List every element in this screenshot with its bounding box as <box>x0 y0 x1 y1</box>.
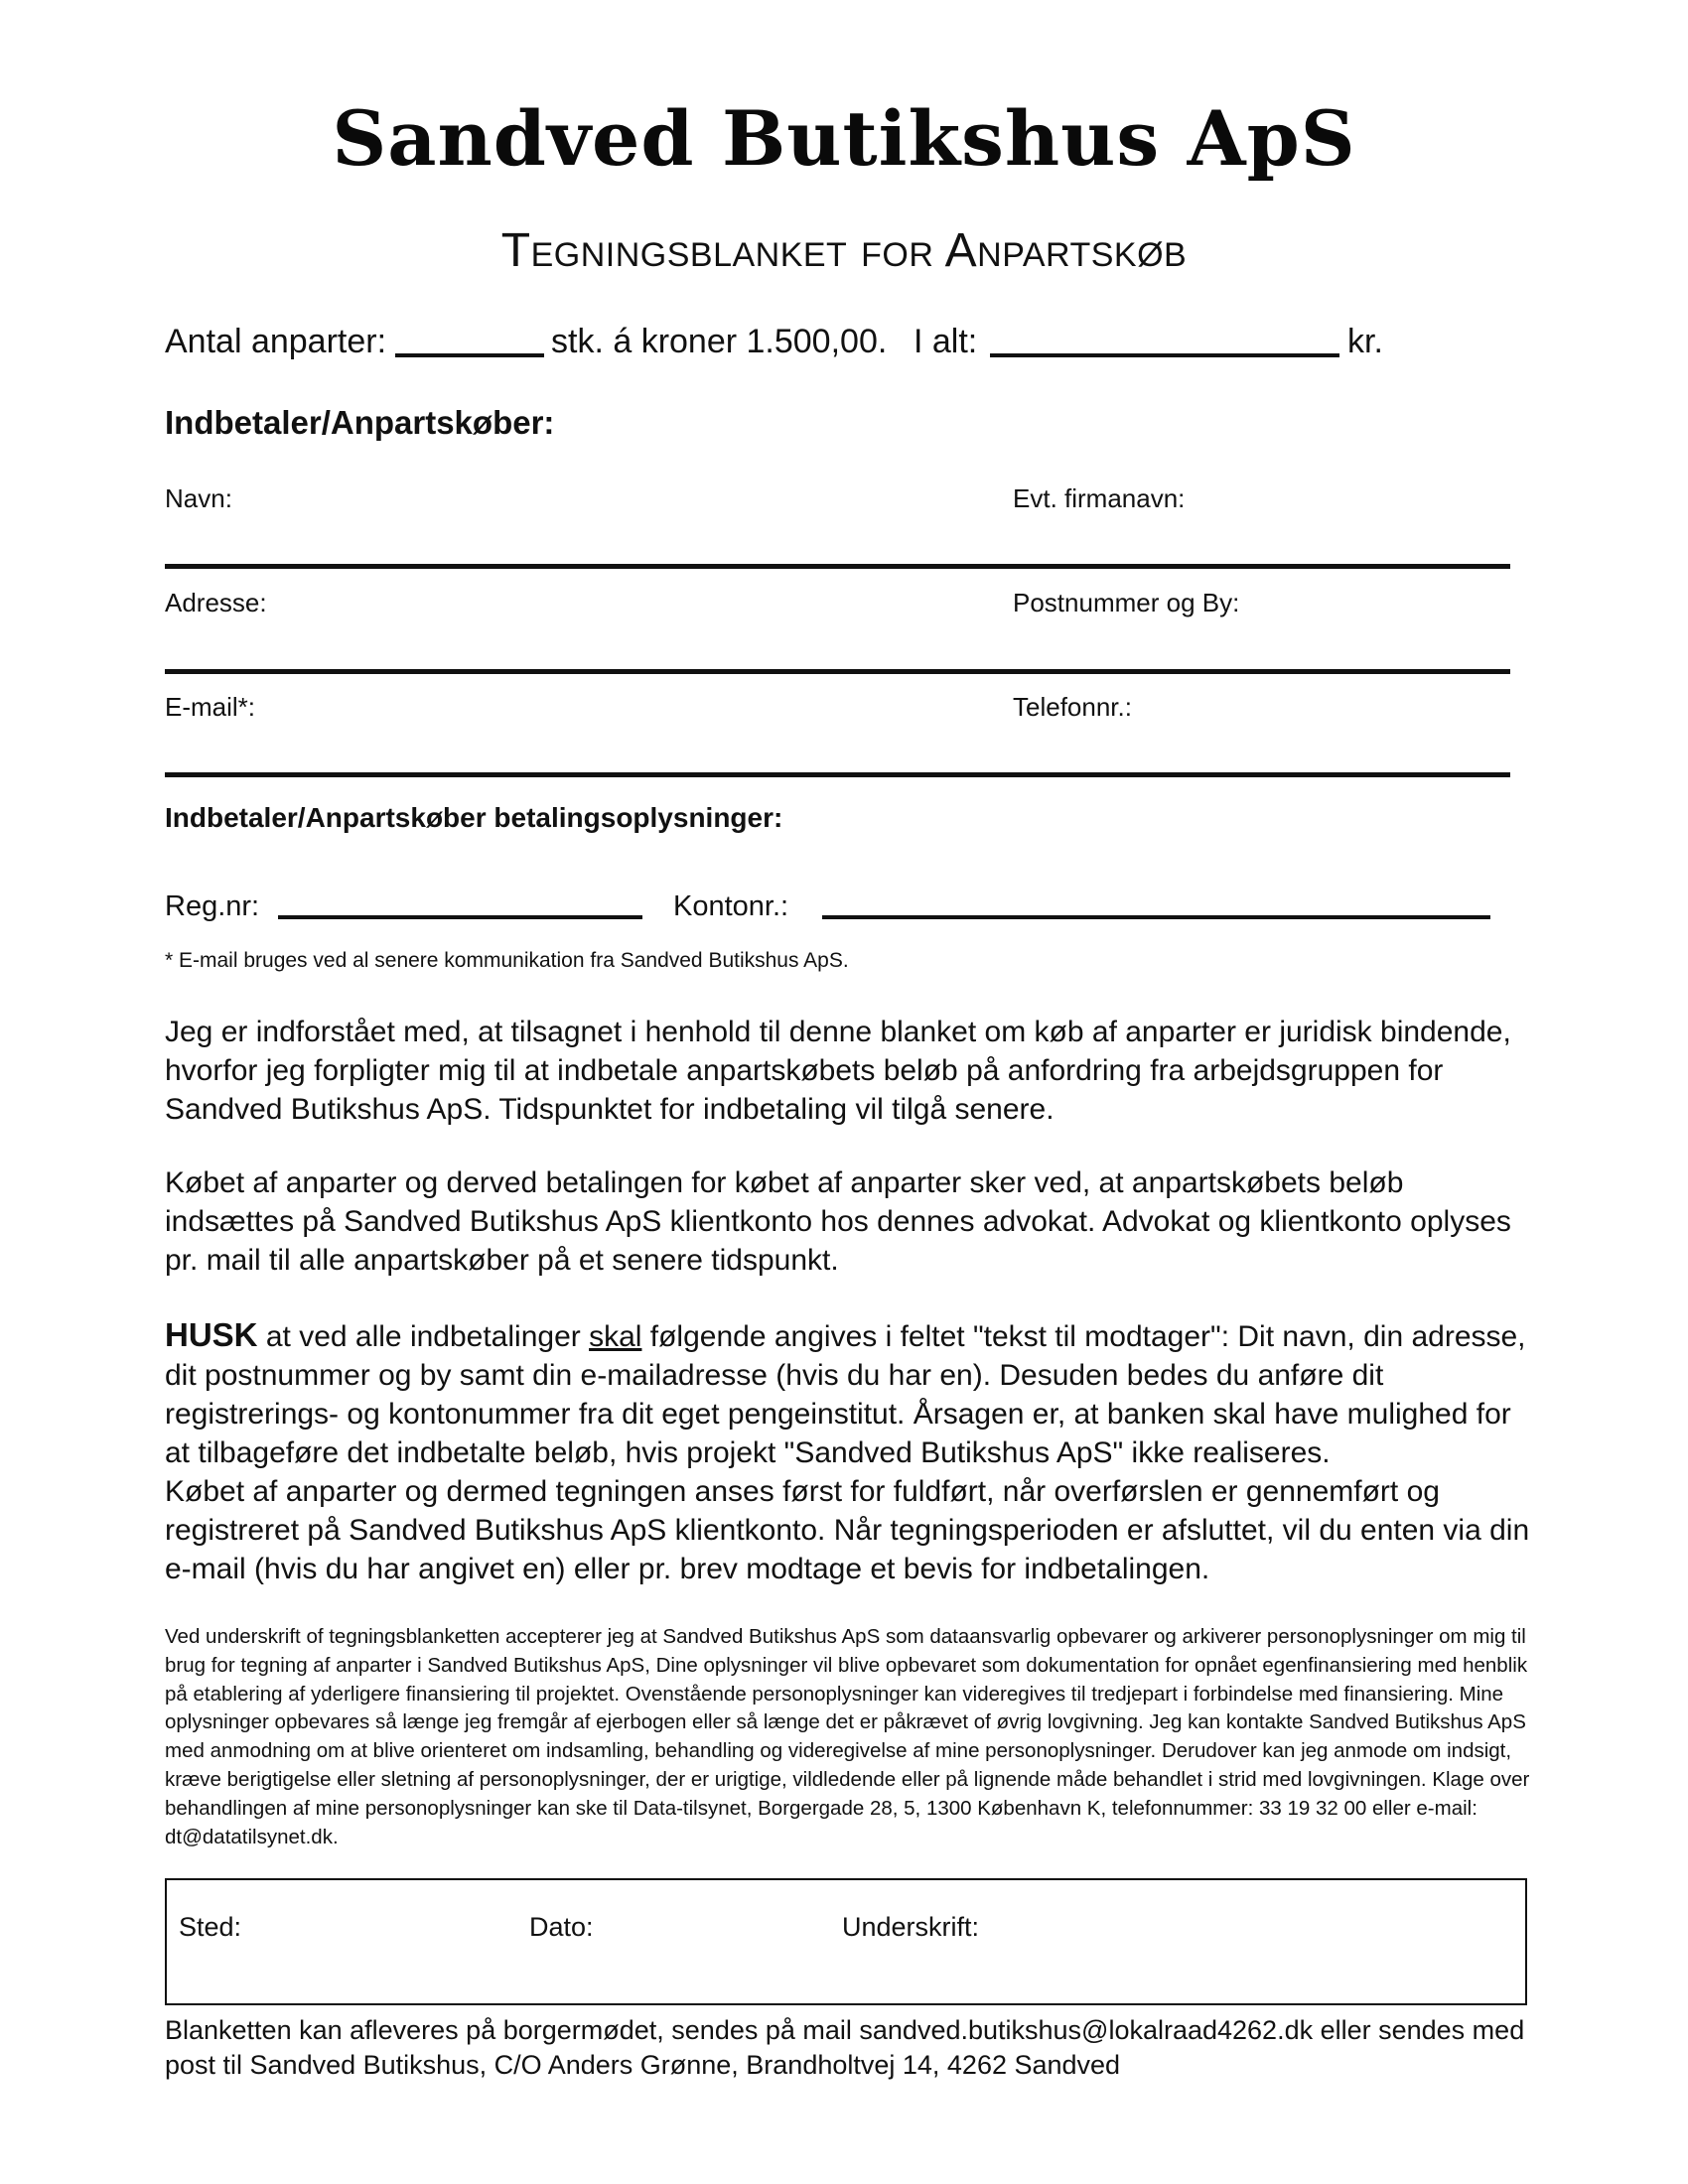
remember-text-a: at ved alle indbetalinger <box>257 1320 590 1353</box>
buyer-heading: Indbetaler/Anpartskøber: <box>165 404 555 441</box>
address-field[interactable] <box>165 669 1510 674</box>
price-text: stk. á kroner 1.500,00. <box>551 323 888 360</box>
currency-label: kr. <box>1347 323 1383 360</box>
date-label: Dato: <box>529 1912 594 1942</box>
place-label: Sted: <box>179 1912 242 1942</box>
legal-consent-text: Ved underskrift of tegningsblanketten accepterer jeg at Sandved Butikshus ApS som dataansvarlig opbevarer og arkiverer personoplysninger om mig til brug for tegning af anparter i Sandved Butikshus ApS, Dine oplysninger vil blive opbevaret som dokumentation for opnået egenfinansiering med henblik på etablering af yderligere finansiering til projektet. Ovenstående personoplysninger kan videregives til tredjepart i forbindelse med finansiering. Mine oplysninger opbevares så længe jeg fremgår af ejerbogen eller så længe det er påkrævet of øvrig lovgivning. Jeg kan kontakte Sandved Butikshus ApS med anmodning om at blive orienteret om indsamling, behandling og videregivelse af mine personoplysninger. Derudover kan jeg anmode om indsigt, kræve berigtigelse eller sletning af personoplysninger, der er urigtige, vildledende eller på lignende måde behandlet i strid med lovgivningen. Klage over behandlingen af mine personoplysninger kan ske til Data-tilsynet, Borgergade 28, 5, 1300 København K, telefonnummer: 33 19 32 00 eller e-mail: dt@datatilsynet.dk. <box>165 1625 1530 1848</box>
name-company-field[interactable] <box>165 564 1510 569</box>
company-title: Sandved Butikshus ApS <box>332 94 1356 183</box>
payment-heading: Indbetaler/Anpartskøber betalingsoplysninger: <box>165 802 783 833</box>
email-phone-field[interactable] <box>165 772 1510 777</box>
reg-label: Reg.nr: <box>165 890 260 922</box>
address-label: Adresse: <box>165 588 267 617</box>
account-input[interactable] <box>822 915 1490 919</box>
signature-box[interactable] <box>165 1878 1527 2005</box>
reg-input[interactable] <box>278 915 642 919</box>
total-input[interactable] <box>990 353 1339 357</box>
form-title: Tegningsblanket for Anpartskøb <box>500 224 1188 277</box>
remember-text-c: Købet af anparter og dermed tegningen anses først for fuldført, når overførslen er gennemført og registreret på Sandved Butikshus ApS klientkonto. Når tegningsperioden er afsluttet, vil du enten via din e-mail (hvis du har angivet en) eller pr. brev modtage et bevis for indbetalingen. <box>165 1475 1530 1585</box>
remember-text-b: følgende angives i feltet "tekst til modtager": Dit navn, din adresse, dit postnummer og by samt din e-mailadresse (hvis du har en). Desuden bedes du anføre dit registrerings- og kontonummer fra dit eget pengeinstitut. Årsagen er, at banken skal have mulighed for at tilbageføre det indbetalte beløb, hvis projekt "Sandved Butikshus ApS" ikke realiseres. <box>165 1320 1526 1469</box>
footer-delivery-info: Blanketten kan afleveres på borgermødet, sendes på mail sandved.butikshus@lokalraad4262.dk eller sendes med post til Sandved Butikshus, C/O Anders Grønne, Brandholtvej 14, 4262 Sandved <box>165 2015 1525 2080</box>
antal-input[interactable] <box>395 353 544 357</box>
phone-label: Telefonnr.: <box>1013 692 1132 722</box>
postal-city-label: Postnummer og By: <box>1013 588 1240 617</box>
email-label: E-mail*: <box>165 692 256 722</box>
name-label: Navn: <box>165 483 232 513</box>
paragraph-binding: Jeg er indforstået med, at tilsagnet i henhold til denne blanket om køb af anparter er juridisk bindende, hvorfor jeg forpligter mig til at indbetale anpartskøbets beløb på anfordring fra arbejdsgruppen for Sandved Butikshus ApS. Tidspunktet for indbetaling vil tilgå senere. <box>165 1016 1511 1126</box>
husk-label: HUSK <box>165 1316 258 1353</box>
email-note: * E-mail bruges ved al senere kommunikation fra Sandved Butikshus ApS. <box>165 949 849 972</box>
paragraph-remember <box>165 1315 1535 1588</box>
company-label: Evt. firmanavn: <box>1013 483 1186 513</box>
skal-underlined: skal <box>589 1320 642 1353</box>
paragraph-payment: Købet af anparter og derved betalingen for købet af anparter sker ved, at anpartskøbets beløb indsættes på Sandved Butikshus ApS klientkonto hos dennes advokat. Advokat og klientkonto oplyses pr. mail til alle anpartskøber på et senere tidspunkt. <box>165 1166 1511 1277</box>
total-label: I alt: <box>914 323 978 360</box>
account-label: Kontonr.: <box>673 890 789 922</box>
antal-label: Antal anparter: <box>165 323 387 360</box>
signature-label: Underskrift: <box>842 1912 980 1942</box>
